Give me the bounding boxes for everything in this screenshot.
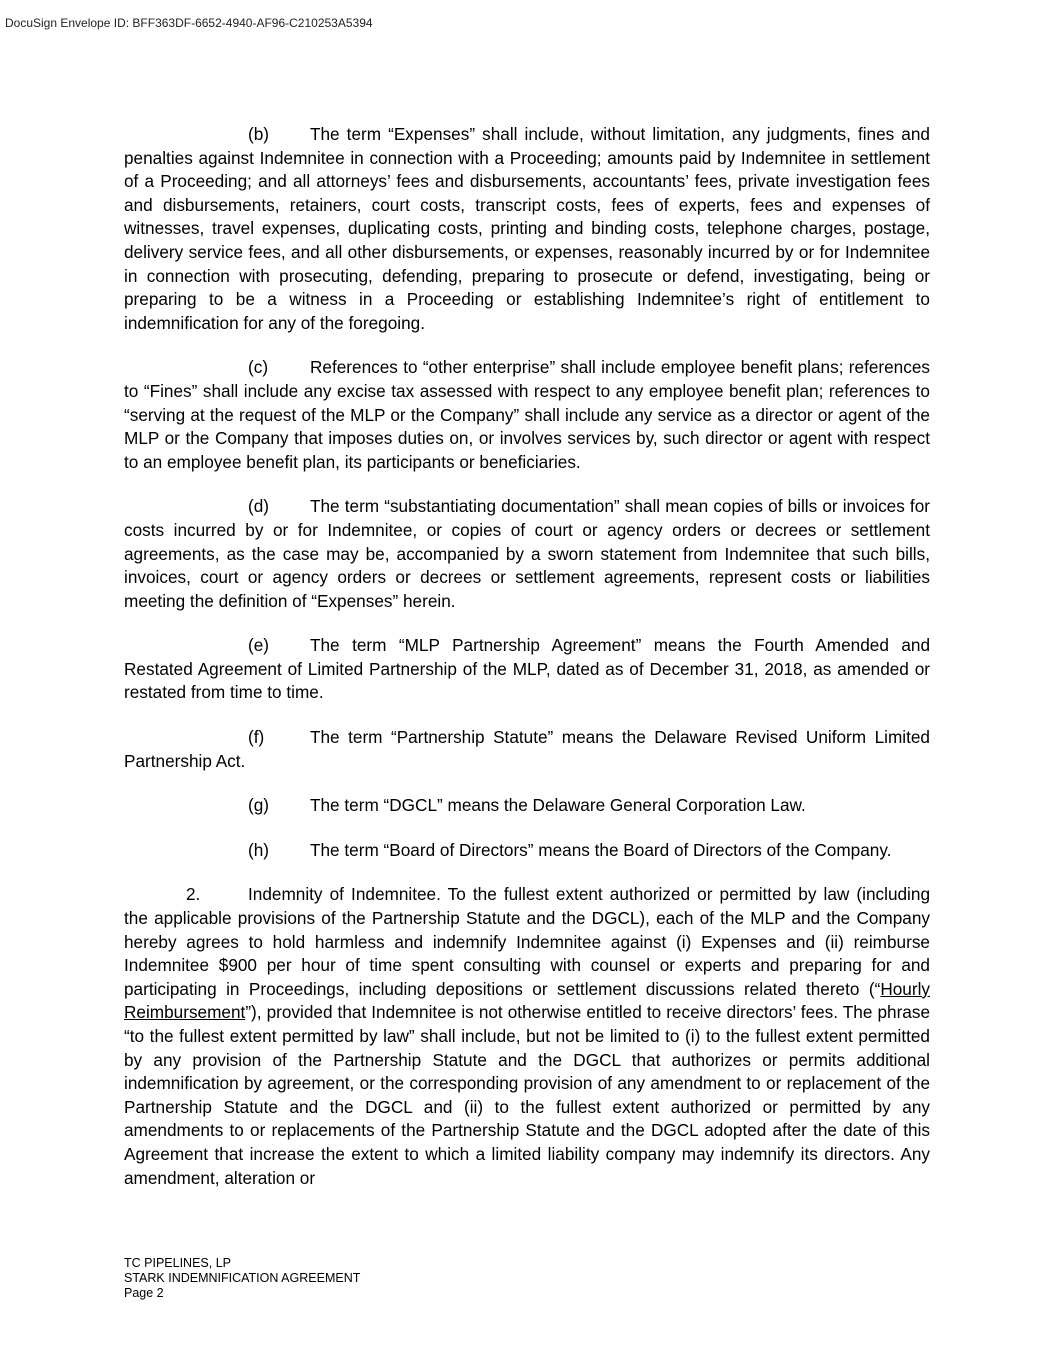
page-footer — [124, 1256, 360, 1301]
paragraph-text: The term “DGCL” means the Delaware General Corporation Law. — [310, 795, 806, 816]
section-2-indemnity — [124, 883, 930, 1190]
paragraph-e — [124, 634, 930, 705]
section-text-after: ”), provided that Indemnitee is not otherwise entitled to receive directors’ fees. The phrase “to the fullest extent permitted by law” shall include, but not be limited to (i) to the fullest extent permitted by any provision of the Partnership Statute and the DGCL that authorizes or permits additional indemnification by agreement, or the corresponding provision of any amendment to or replacement of the Partnership Statute and the DGCL and (ii) to the fullest extent authorized or permitted by any amendments to or replacements of the Partnership Statute and the DGCL adopted after the date of this Agreement that increase the extent to which a limited liability company may indemnify its directors. Any amendment, alteration or — [124, 1002, 930, 1188]
paragraph-label: (c) — [248, 357, 269, 378]
footer-company: TC PIPELINES, LP — [124, 1256, 231, 1270]
paragraph-text: The term “substantiating documentation” shall mean copies of bills or invoices for costs incurred by or for Indemnitee, or copies of court or agency orders or decrees or settlement agreements, as the case may be, accompanied by a sworn statement from Indemnitee that such bills, invoices, court or agency orders or decrees or settlement agreements, represent costs or liabilities meeting the definition of “Expenses” herein. — [124, 496, 930, 611]
document-body — [124, 123, 930, 1211]
paragraph-text: The term “MLP Partnership Agreement” means the Fourth Amended and Restated Agreement of Limited Partnership of the MLP, dated as of December 31, 2018, as amended or restated from time to time. — [124, 635, 930, 703]
defined-term-hourly-reimbursement: Hourly Reimbursement — [124, 978, 930, 1023]
paragraph-text: The term “Partnership Statute” means the Delaware Revised Uniform Limited Partnership Act. — [124, 727, 930, 771]
section-text-before: Indemnity of Indemnitee. To the fullest extent authorized or permitted by law (including the applicable provisions of the Partnership Statute and the DGCL), each of the MLP and the Company hereby agrees to hold harmless and indemnify Indemnitee against (i) Expenses and (ii) reimburse Indemnitee $900 per hour of time spent consulting with counsel or experts and preparing for and participating in Proceedings, including depositions or settlement discussions related thereto (“ — [124, 884, 930, 999]
paragraph-c — [124, 356, 930, 474]
paragraph-f — [124, 726, 930, 773]
paragraph-text: References to “other enterprise” shall include employee benefit plans; references to “Fines” shall include any excise tax assessed with respect to any employee benefit plan; references to “serving at the request of the MLP or the Company” shall include any service as a director or agent of the MLP or the Company that imposes duties on, or involves services by, such director or agent with respect to an employee benefit plan, its participants or beneficiaries. — [124, 357, 930, 472]
docusign-envelope-id: DocuSign Envelope ID: BFF363DF-6652-4940-AF96-C210253A5394 — [5, 16, 373, 30]
paragraph-label: (e) — [248, 635, 270, 656]
paragraph-g — [124, 794, 930, 818]
paragraph-label: (f) — [248, 727, 265, 748]
footer-page-number: Page 2 — [124, 1286, 164, 1300]
paragraph-label: (h) — [248, 839, 270, 860]
paragraph-text: The term “Expenses” shall include, without limitation, any judgments, fines and penalties against Indemnitee in connection with a Proceeding; amounts paid by Indemnitee in settlement of a Proceeding; and all attorneys’ fees and disbursements, accountants’ fees, private investigation fees and disbursements, retainers, court costs, transcript costs, fees of experts, fees and expenses of witnesses, travel expenses, duplicating costs, printing and binding costs, telephone charges, postage, delivery service fees, and all other disbursements, or expenses, reasonably incurred by or for Indemnitee in connection with prosecuting, defending, preparing to prosecute or defend, investigating, being or preparing to be a witness in a Proceeding or establishing Indemnitee’s right of entitlement to indemnification for any of the foregoing. — [124, 124, 930, 333]
paragraph-d — [124, 495, 930, 613]
paragraph-label: (b) — [248, 124, 270, 144]
section-label: 2. — [186, 884, 201, 905]
paragraph-label: (g) — [248, 795, 270, 816]
paragraph-label: (d) — [248, 496, 270, 517]
paragraph-b — [124, 123, 930, 335]
footer-agreement-title: STARK INDEMNIFICATION AGREEMENT — [124, 1271, 361, 1285]
paragraph-text: The term “Board of Directors” means the Board of Directors of the Company. — [310, 839, 892, 860]
paragraph-h — [124, 839, 930, 863]
